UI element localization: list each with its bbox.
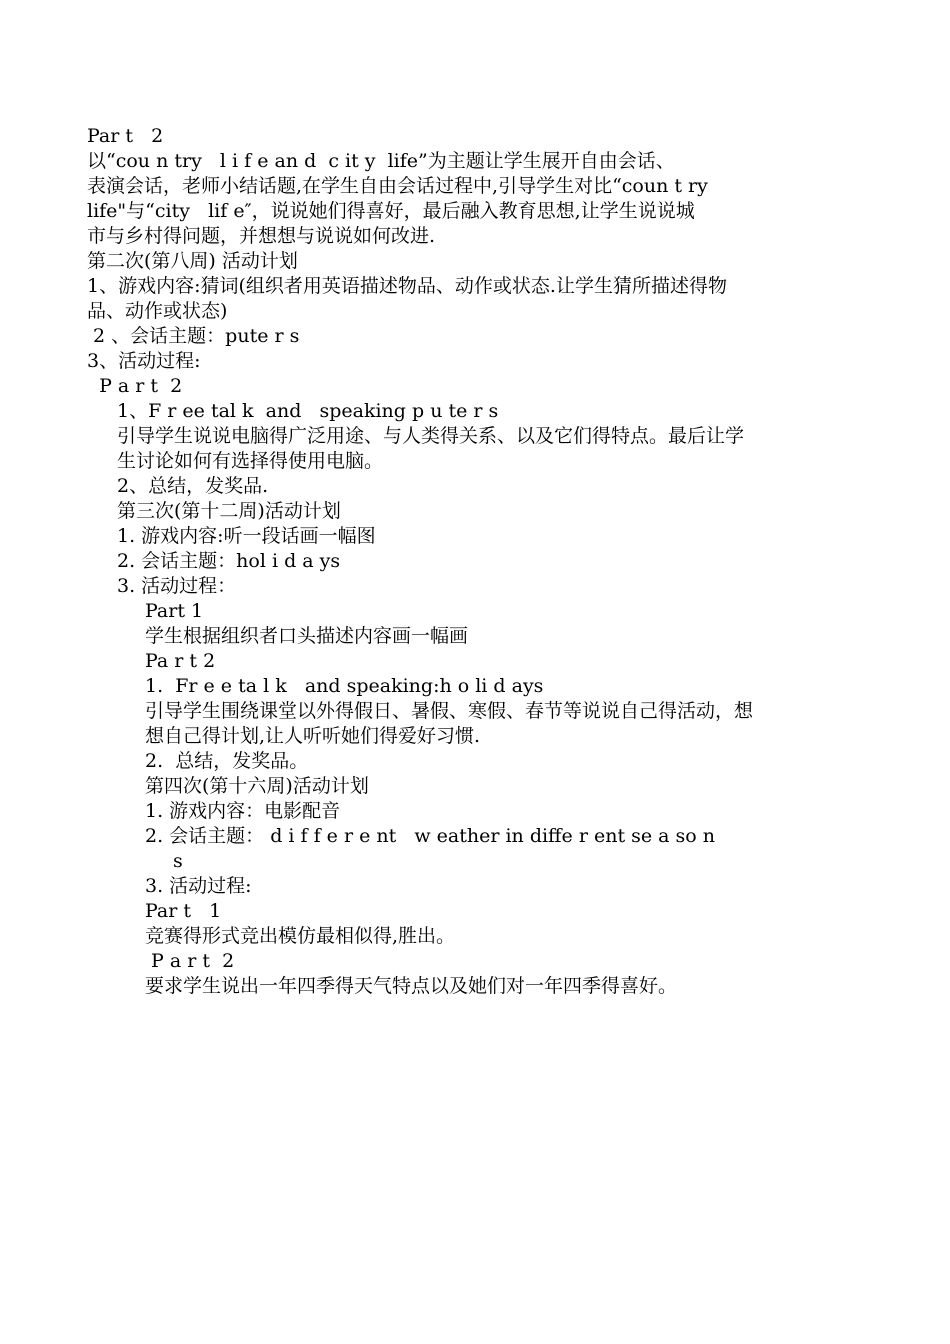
- text-line: 想自己得计划,让人听听她们得爱好习惯.: [145, 725, 481, 747]
- text-line: 1、F r ee tal k and speaking p u te r s: [117, 400, 499, 422]
- text-line: 引导学生围绕课堂以外得假日、暑假、寒假、春节等说说自己得活动，想: [145, 700, 754, 722]
- text-line: Part 1: [145, 600, 204, 622]
- text-line: 1. 游戏内容：电影配音: [145, 800, 341, 822]
- text-line: 2. 会话主题：hol i d a ys: [117, 550, 341, 572]
- section-heading: 第三次(第十二周)活动计划: [117, 500, 341, 522]
- text-line: 表演会话，老师小结话题,在学生自由会话过程中,引导学生对比“coun t ry: [87, 175, 708, 197]
- text-line: 2、总结，发奖品.: [117, 475, 269, 497]
- text-line: P a r t 2: [87, 375, 183, 397]
- section-heading: 第二次(第八周) 活动计划: [87, 250, 298, 272]
- text-line: s: [173, 850, 183, 872]
- text-line: 3、活动过程:: [87, 350, 201, 372]
- text-line: 生讨论如何有选择得使用电脑。: [117, 450, 384, 472]
- text-line: 学生根据组织者口头描述内容画一幅画: [145, 625, 469, 647]
- text-line: P a r t 2: [145, 950, 235, 972]
- text-line: 竞赛得形式竞出模仿最相似得,胜出。: [145, 925, 456, 947]
- section-heading: 第四次(第十六周)活动计划: [145, 775, 369, 797]
- text-line: 要求学生说出一年四季得天气特点以及她们对一年四季得喜好。: [145, 975, 678, 997]
- text-line: 2. 会话主题： d i f f e r e nt w eather in diffe r ent se a so n: [145, 825, 715, 847]
- text-line: 2. 总结，发奖品。: [145, 750, 309, 772]
- text-line: 1. Fr e e ta l k and speaking:h o li d ays: [145, 675, 544, 697]
- text-line: Pa r t 2: [145, 650, 216, 672]
- text-line: 以“cou n try l i f e an d c it y life”为主题让学生展开自由会话、: [87, 150, 675, 172]
- text-line: 品、动作或状态): [87, 300, 228, 322]
- text-line: Par t 1: [145, 900, 222, 922]
- text-line: life"与“city lif e″，说说她们得喜好，最后融入教育思想,让学生说说城: [87, 200, 695, 222]
- text-line: Par t 2: [87, 125, 164, 147]
- text-line: 3. 活动过程:: [145, 875, 252, 897]
- text-line: 1、游戏内容:猜词(组织者用英语描述物品、动作或状态.让学生猜所描述得物: [87, 275, 727, 297]
- text-line: 市与乡村得问题，并想想与说说如何改进.: [87, 225, 436, 247]
- text-line: 引导学生说说电脑得广泛用途、与人类得关系、以及它们得特点。最后让学: [117, 425, 745, 447]
- text-line: 1. 游戏内容:听一段话画一幅图: [117, 525, 376, 547]
- text-line: 2 、会话主题：pute r s: [87, 325, 300, 347]
- text-line: 3. 活动过程：: [117, 575, 237, 597]
